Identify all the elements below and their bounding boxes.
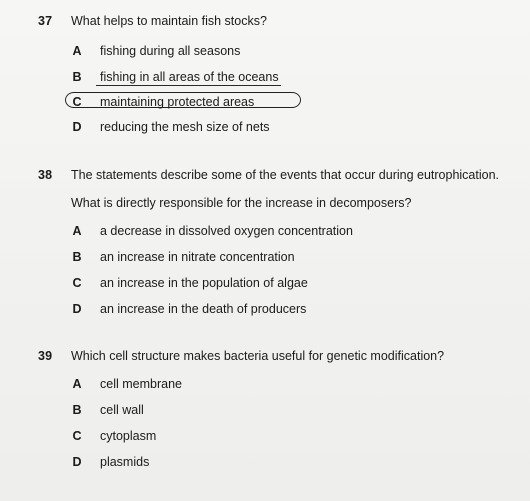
option-letter: A bbox=[72, 224, 82, 238]
question-text: The statements describe some of the events that occur during eutrophication. bbox=[71, 168, 500, 182]
option-39-d[interactable] bbox=[71, 455, 511, 473]
question-text: What helps to maintain fish stocks? bbox=[71, 14, 267, 28]
question-number: 37 bbox=[38, 14, 53, 28]
option-text: cytoplasm bbox=[100, 429, 157, 443]
option-letter: D bbox=[72, 302, 82, 316]
option-39-c[interactable] bbox=[71, 429, 511, 447]
option-text: an increase in the population of algae bbox=[100, 276, 308, 290]
option-38-a[interactable] bbox=[71, 224, 511, 242]
option-text: plasmids bbox=[100, 455, 150, 469]
option-text: a decrease in dissolved oxygen concentration bbox=[100, 224, 353, 238]
option-text: cell wall bbox=[100, 403, 144, 417]
pen-underline-mark bbox=[96, 85, 281, 86]
question-subtext: What is directly responsible for the increase in decomposers? bbox=[71, 196, 412, 210]
question-number: 38 bbox=[38, 168, 53, 182]
option-letter: C bbox=[72, 95, 82, 109]
option-letter: A bbox=[72, 377, 82, 391]
option-37-a[interactable] bbox=[71, 44, 511, 62]
option-38-c[interactable] bbox=[71, 276, 511, 294]
option-letter: B bbox=[72, 250, 82, 264]
option-letter: D bbox=[72, 120, 82, 134]
question-text: Which cell structure makes bacteria useful for genetic modification? bbox=[71, 349, 445, 363]
option-text: reducing the mesh size of nets bbox=[100, 120, 270, 134]
option-letter: B bbox=[72, 403, 82, 417]
option-text: fishing during all seasons bbox=[100, 44, 241, 58]
option-letter: D bbox=[72, 455, 82, 469]
option-letter: A bbox=[72, 44, 82, 58]
option-letter: C bbox=[72, 276, 82, 290]
option-39-b[interactable] bbox=[71, 403, 511, 421]
option-37-d[interactable] bbox=[71, 120, 511, 138]
option-39-a[interactable] bbox=[71, 377, 511, 395]
option-text: an increase in nitrate concentration bbox=[100, 250, 295, 264]
option-text: maintaining protected areas bbox=[100, 95, 255, 109]
option-37-c[interactable] bbox=[71, 95, 511, 113]
option-text: an increase in the death of producers bbox=[100, 302, 307, 316]
option-text: cell membrane bbox=[100, 377, 182, 391]
option-37-b[interactable] bbox=[71, 70, 511, 88]
option-38-d[interactable] bbox=[71, 302, 511, 320]
option-38-b[interactable] bbox=[71, 250, 511, 268]
option-letter: B bbox=[72, 70, 82, 84]
option-letter: C bbox=[72, 429, 82, 443]
question-number: 39 bbox=[38, 349, 53, 363]
option-text: fishing in all areas of the oceans bbox=[100, 70, 279, 84]
